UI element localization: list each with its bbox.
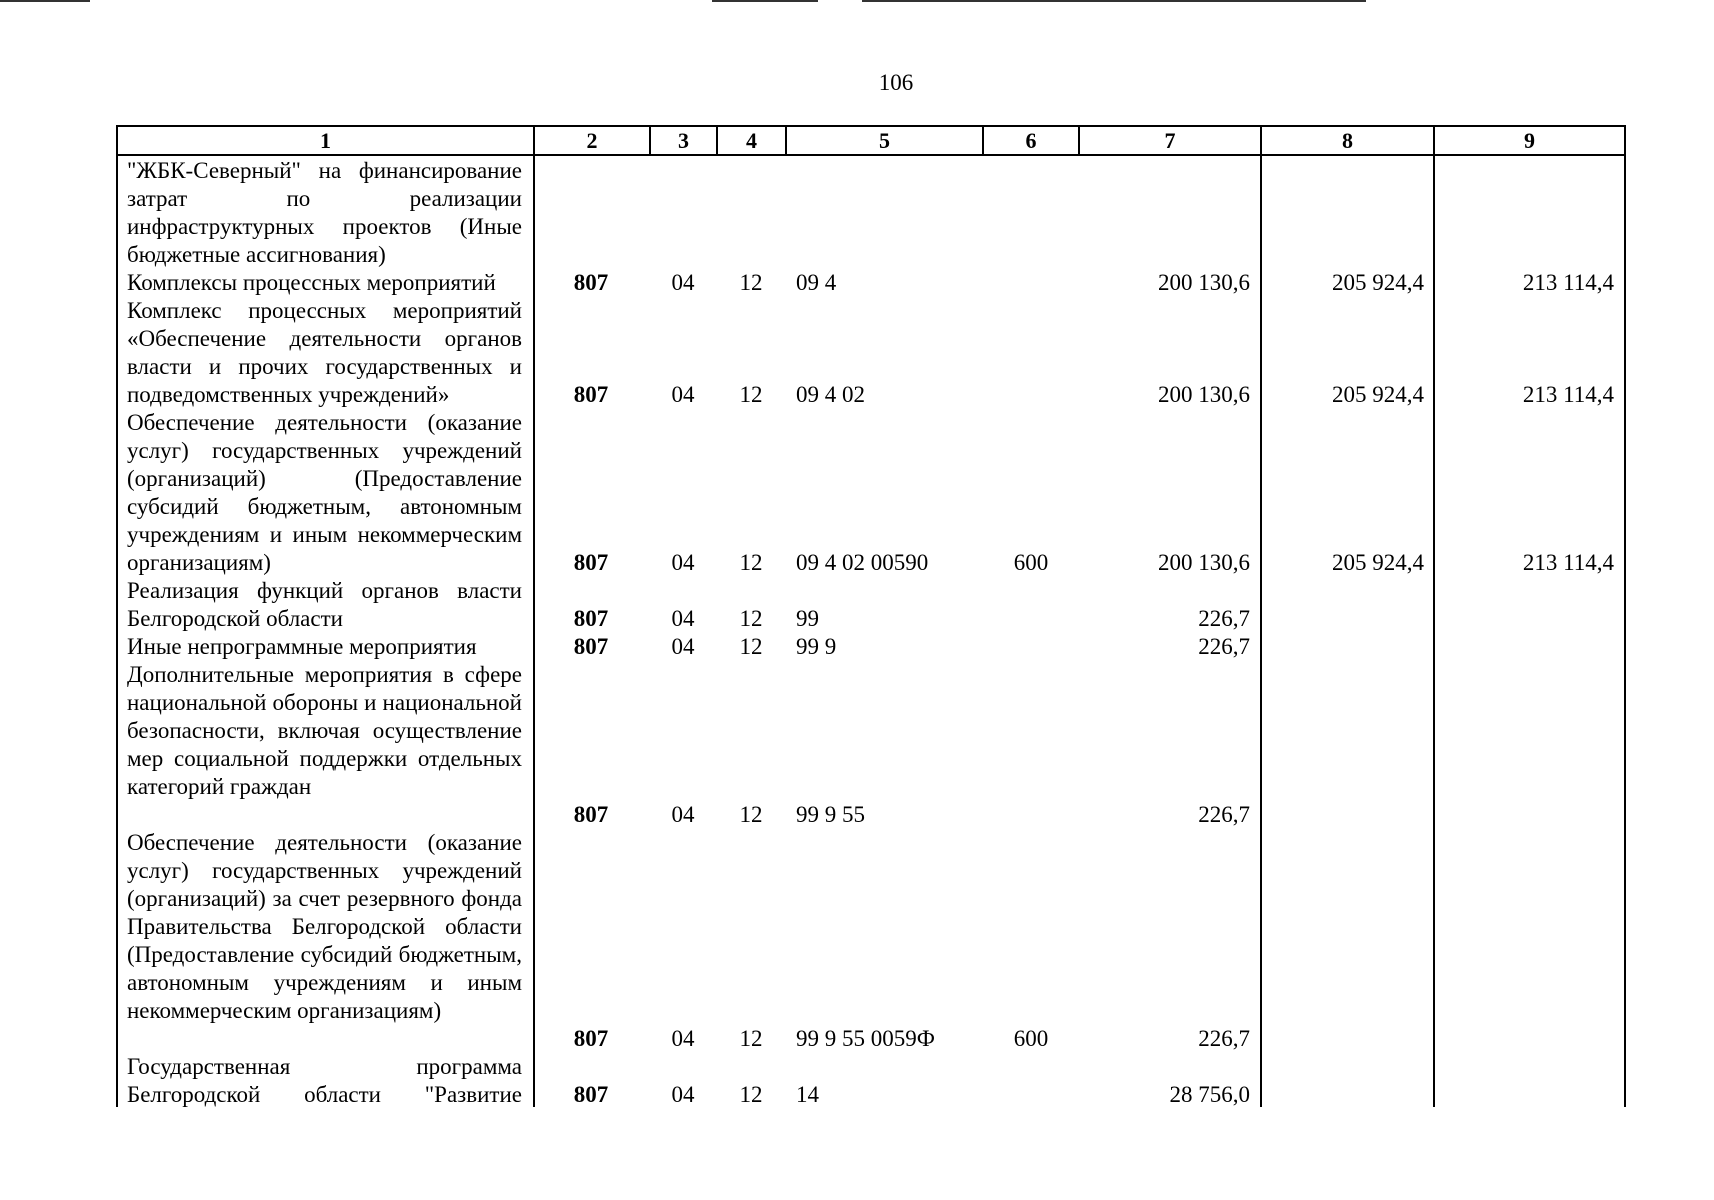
header-divider <box>116 154 1626 156</box>
cell-section: 04 <box>671 606 695 631</box>
cell-expense-type: 600 <box>1013 1026 1049 1051</box>
cell-subsection: 12 <box>739 606 763 631</box>
cell-expense-type: 600 <box>1013 550 1049 575</box>
cell-amount-col9: 213 114,4 <box>1522 550 1614 575</box>
header-col-4: 4 <box>746 128 757 153</box>
row-description: Обеспечение деятельности (оказание услуг) государственных учреждений (организаций) за счет резервного фонда Правительства Белгородской области (Предоставление субсидий бюджетным, автономным учреждениям и иным некоммерческим организациям) <box>127 830 522 1023</box>
top-rule-mid <box>712 0 818 2</box>
cell-amount-col7: 226,7 <box>1198 802 1250 827</box>
cell-target-article: 14 <box>796 1082 819 1107</box>
cell-amount-col7: 200 130,6 <box>1158 382 1250 407</box>
cell-amount-col8: 205 924,4 <box>1332 550 1424 575</box>
cell-section: 04 <box>671 550 695 575</box>
cell-section: 04 <box>671 802 695 827</box>
cell-amount-col9: 213 114,4 <box>1522 382 1614 407</box>
cell-admin-code: 807 <box>573 382 609 407</box>
cell-amount-col7: 226,7 <box>1198 606 1250 631</box>
col-border-right <box>1624 125 1626 1107</box>
header-col-7: 7 <box>1164 128 1176 153</box>
cell-amount-col7: 200 130,6 <box>1158 550 1250 575</box>
header-col-3: 3 <box>678 128 689 153</box>
cell-target-article: 99 9 55 <box>796 802 865 827</box>
cell-admin-code: 807 <box>573 802 609 827</box>
cell-section: 04 <box>671 1026 695 1051</box>
cell-target-article: 09 4 <box>796 270 837 295</box>
cell-subsection: 12 <box>739 802 763 827</box>
cell-subsection: 12 <box>739 270 763 295</box>
row-description: Иные непрограммные мероприятия <box>127 634 477 659</box>
cell-target-article: 99 9 55 0059Ф <box>796 1026 935 1051</box>
cell-admin-code: 807 <box>573 1082 609 1107</box>
cell-amount-col8: 205 924,4 <box>1332 270 1424 295</box>
header-col-9: 9 <box>1524 128 1535 153</box>
cell-subsection: 12 <box>739 1082 763 1107</box>
cell-subsection: 12 <box>739 382 763 407</box>
cell-admin-code: 807 <box>573 606 609 631</box>
header-col-5: 5 <box>879 128 890 153</box>
cell-section: 04 <box>671 270 695 295</box>
cell-section: 04 <box>671 382 695 407</box>
header-col-2: 2 <box>586 128 598 153</box>
col-border-8-9 <box>1433 125 1435 1107</box>
header-col-6: 6 <box>1025 128 1037 153</box>
cell-target-article: 09 4 02 <box>796 382 865 407</box>
row-description: Обеспечение деятельности (оказание услуг) государственных учреждений (организаций) (Предоставление субсидий бюджетным, автономным учреждениям и иным некоммерческим организациям) <box>127 410 522 575</box>
cell-amount-col7: 28 756,0 <box>1169 1082 1250 1107</box>
cell-admin-code: 807 <box>573 634 609 659</box>
top-rule-right <box>862 0 1366 2</box>
page-number: 106 <box>878 70 914 95</box>
cell-amount-col7: 200 130,6 <box>1158 270 1250 295</box>
cell-admin-code: 807 <box>573 1026 609 1051</box>
header-col-8: 8 <box>1342 128 1353 153</box>
cell-admin-code: 807 <box>573 550 609 575</box>
row-description: Государственная программа Белгородской области "Развитие <box>127 1054 522 1107</box>
cell-amount-col7: 226,7 <box>1198 634 1250 659</box>
row-description: Дополнительные мероприятия в сфере национальной обороны и национальной безопасности, включая осуществление мер социальной поддержки отдельных категорий граждан <box>127 662 522 799</box>
cell-amount-col7: 226,7 <box>1198 1026 1250 1051</box>
cell-amount-col9: 213 114,4 <box>1522 270 1614 295</box>
row-description: Комплекс процессных мероприятий «Обеспечение деятельности органов власти и прочих государственных и подведомственных учреждений» <box>127 298 522 407</box>
cell-amount-col8: 205 924,4 <box>1332 382 1424 407</box>
cell-subsection: 12 <box>739 1026 763 1051</box>
cell-target-article: 99 <box>796 606 819 631</box>
row-description: "ЖБК-Северный" на финансирование затрат по реализации инфраструктурных проектов (Иные бюджетные ассигнования) <box>127 158 522 267</box>
header-col-1: 1 <box>320 128 331 153</box>
cell-target-article: 99 9 <box>796 634 837 659</box>
cell-section: 04 <box>671 1082 695 1107</box>
cell-admin-code: 807 <box>573 270 609 295</box>
top-rule-left <box>0 0 90 2</box>
cell-subsection: 12 <box>739 634 763 659</box>
row-description: Реализация функций органов власти Белгородской области <box>127 578 522 631</box>
cell-target-article: 09 4 02 00590 <box>796 550 929 575</box>
cell-subsection: 12 <box>739 550 763 575</box>
row-description: Комплексы процессных мероприятий <box>127 270 496 295</box>
cell-section: 04 <box>671 634 695 659</box>
